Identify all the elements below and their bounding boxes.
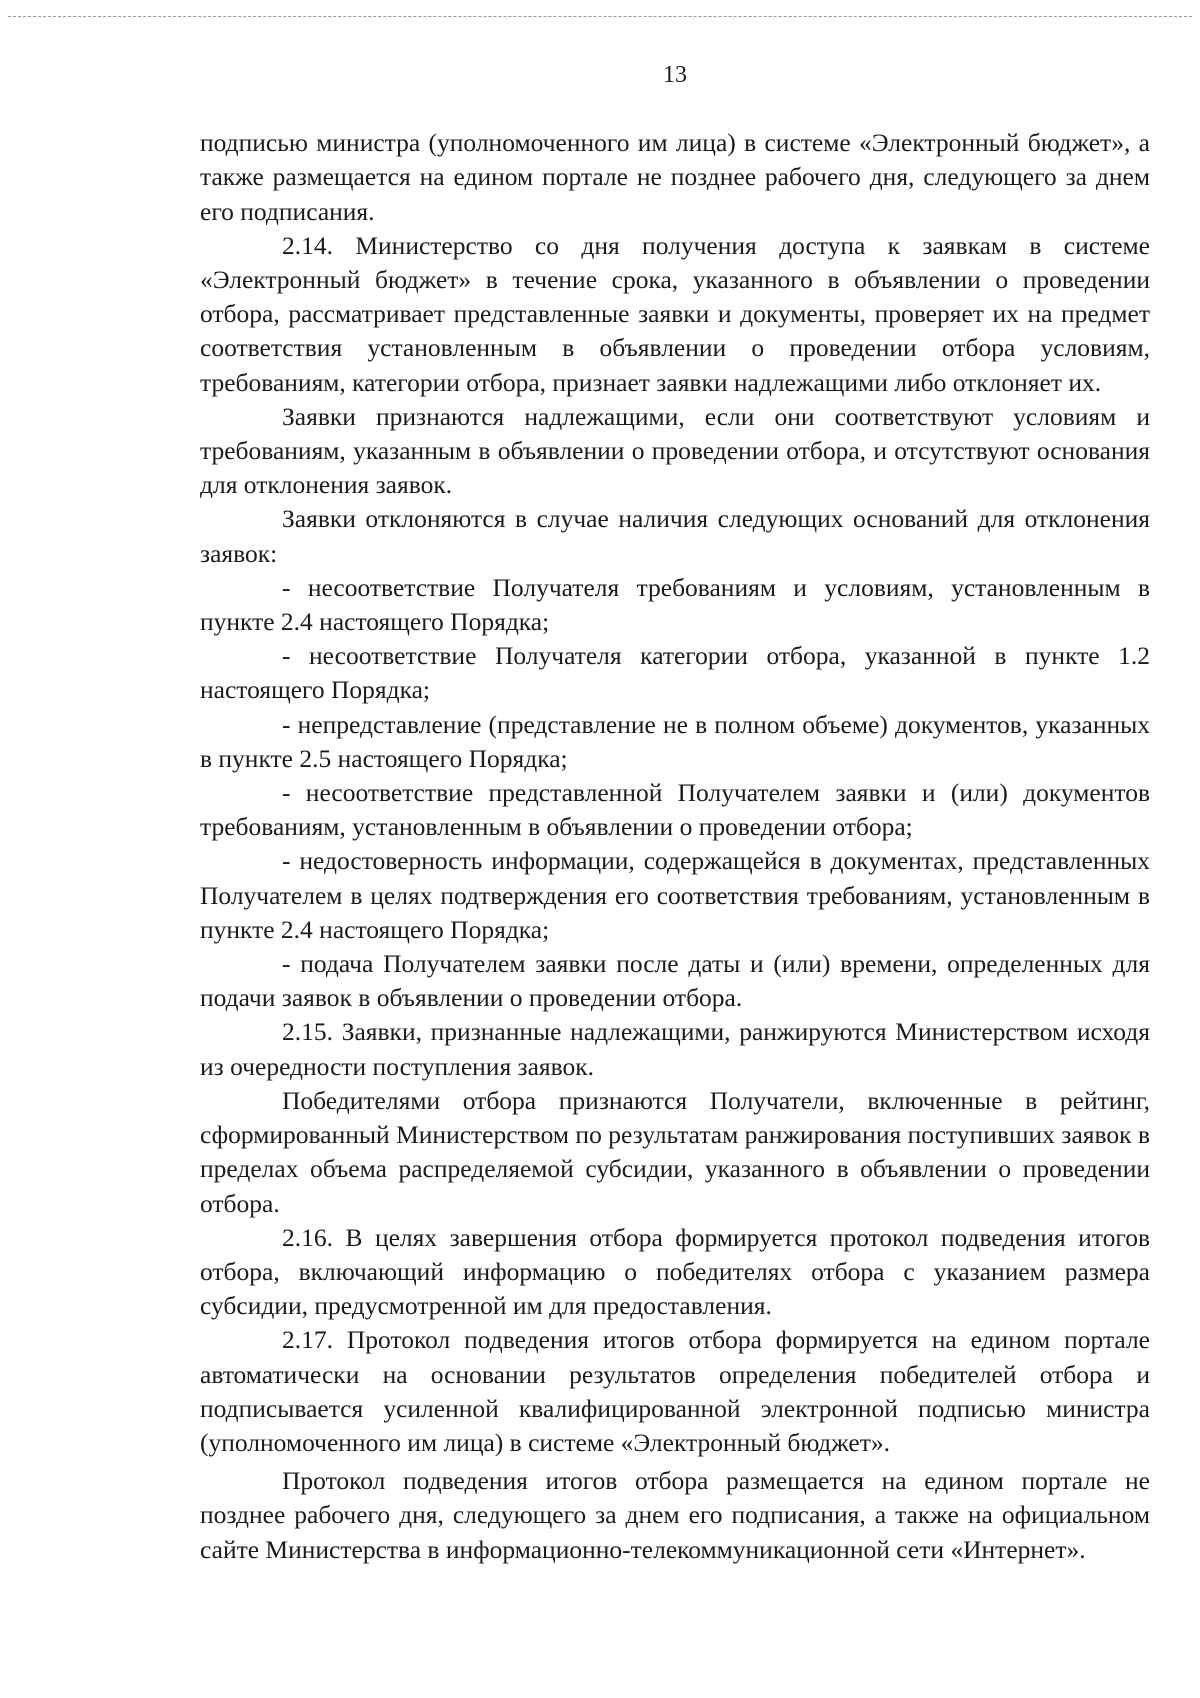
paragraph-2-15: 2.15. Заявки, признанные надлежащими, ранжируются Министерством исходя из очередности поступления заявок. xyxy=(200,1017,1150,1081)
list-item-rejection-4: - несоответствие представленной Получателем заявки и (или) документов требованиям, установленным в объявлении о проведении отбора; xyxy=(200,778,1150,842)
paragraph-applications-rejected: Заявки отклоняются в случае наличия следующих оснований для отклонения заявок: xyxy=(200,504,1150,568)
list-item-rejection-3: - непредставление (представление не в полном объеме) документов, указанных в пункте 2.5 настоящего Порядка; xyxy=(200,709,1150,773)
list-item-rejection-5: - недостоверность информации, содержащейся в документах, представленных Получателем в целях подтверждения его соответствия требованиям, установленным в пункте 2.4 настоящего Порядка; xyxy=(200,846,1150,944)
page-number: 13 xyxy=(663,62,687,88)
list-item-rejection-6: - подача Получателем заявки после даты и (или) времени, определенных для подачи заявок в объявлении о проведении отбора. xyxy=(200,949,1150,1013)
list-item-rejection-1: - несоответствие Получателя требованиям и условиям, установленным в пункте 2.4 настоящего Порядка; xyxy=(200,572,1150,637)
scan-edge-line xyxy=(8,16,1192,17)
document-page xyxy=(200,58,1150,1567)
list-item-rejection-2: - несоответствие Получателя категории отбора, указанной в пункте 1.2 настоящего Порядка; xyxy=(200,641,1150,705)
paragraph-winners: Победителями отбора признаются Получатели, включенные в рейтинг, сформированный Министерством по результатам ранжирования поступивших заявок в пределах объема распределяемой субсидии, указанного в объявлении о проведении отбора. xyxy=(200,1085,1150,1218)
paragraph-2-16: 2.16. В целях завершения отбора формируется протокол подведения итогов отбора, включающий информацию о победителях отбора с указанием размера субсидии, предусмотренной им для предоставления. xyxy=(200,1222,1150,1321)
paragraph-2-17: 2.17. Протокол подведения итогов отбора формируется на едином портале автоматически на основании результатов определения победителей отбора и подписывается усиленной квалифицированной электронной подписью министра (уполномоченного им лица) в системе «Электронный бюджет». xyxy=(200,1325,1150,1457)
paragraph-applications-proper: Заявки признаются надлежащими, если они соответствуют условиям и требованиям, указанным в объявлении о проведении отбора, и отсутствуют основания для отклонения заявок. xyxy=(200,401,1150,500)
paragraph-2-14: 2.14. Министерство со дня получения доступа к заявкам в системе «Электронный бюджет» в течение срока, указанного в объявлении о проведении отбора, рассматривает представленные заявки и документы, проверяет их на предмет соответствия установленным в объявлении о проведении отбора условиям, требованиям, категории отбора, признает заявки надлежащими либо отклоняет их. xyxy=(200,230,1150,397)
paragraph-protocol-publication: Протокол подведения итогов отбора размещается на едином портале не позднее рабочего дня, следующего за днем его подписания, а также на официальном сайте Министерства в информационно-телекоммуникационной сети «Интернет». xyxy=(200,1466,1150,1564)
paragraph-continuation: подписью министра (уполномоченного им лица) в системе «Электронный бюджет», а также размещается на едином портале не позднее рабочего дня, следующего за днем его подписания. xyxy=(200,128,1150,226)
